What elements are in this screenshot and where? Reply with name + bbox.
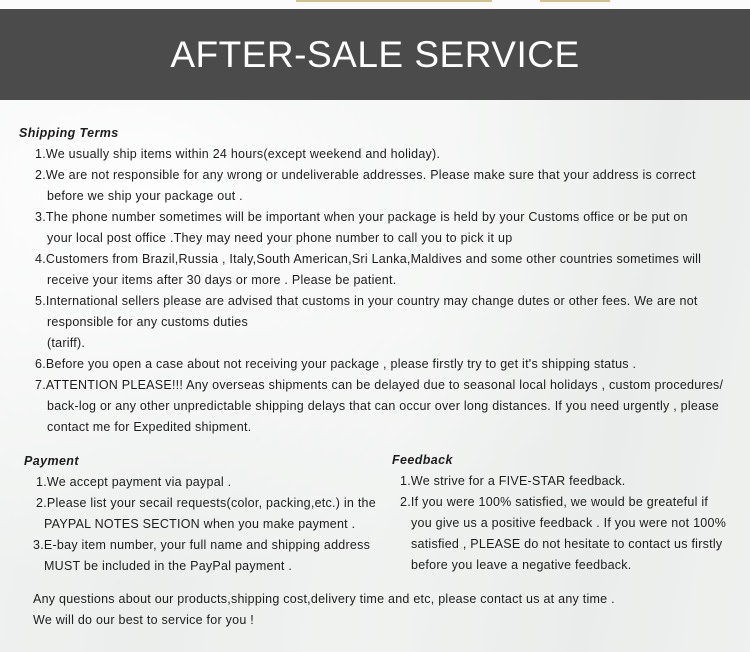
shipping-line: receive your items after 30 days or more . Please be patient. (47, 273, 397, 287)
feedback-line: you give us a positive feedback . If you were not 100% (411, 516, 727, 530)
payment-line: MUST be included in the PayPal payment . (44, 559, 293, 573)
closing-line: We will do our best to service for you ! (33, 613, 254, 627)
top-strip-gold-accent (296, 0, 492, 2)
payment-line: 1.We accept payment via paypal . (36, 475, 232, 489)
shipping-line: (tariff). (47, 336, 86, 350)
page-title: AFTER-SALE SERVICE (170, 34, 580, 75)
feedback-line: 1.We strive for a FIVE-STAR feedback. (400, 474, 626, 488)
feedback-line: before you leave a negative feedback. (411, 558, 632, 572)
payment-line: 3.E-bay item number, your full name and shipping address (33, 538, 371, 552)
closing-line: Any questions about our products,shipping cost,delivery time and etc, please contact us at any time . (33, 592, 615, 606)
payment-heading: Payment (24, 454, 79, 468)
shipping-heading: Shipping Terms (19, 126, 119, 140)
shipping-line: back-log or any other unpredictable shipping delays that can occur over long distances. If you need urgently , please (47, 399, 720, 413)
shipping-line: your local post office .They may need your phone number to call you to pick it up (47, 231, 513, 245)
shipping-line: 4.Customers from Brazil,Russia , Italy,South American,Sri Lanka,Maldives and some other countries sometimes will (35, 252, 702, 266)
payment-line: 2.Please list your secail requests(color, packing,etc.) in the (36, 496, 376, 510)
feedback-line: satisfied , PLEASE do not hesitate to contact us firstly (411, 537, 723, 551)
shipping-line: 3.The phone number sometimes will be important when your package is held by your Customs office or be put on (35, 210, 688, 224)
shipping-line: contact me for Expedited shipment. (47, 420, 252, 434)
feedback-line: 2.If you were 100% satisfied, we would be greateful if (400, 495, 709, 509)
shipping-line: before we ship your package out . (47, 189, 243, 203)
feedback-heading: Feedback (392, 453, 453, 467)
top-strip-gold-accent (540, 0, 610, 2)
shipping-line: responsible for any customs duties (47, 315, 248, 329)
shipping-line: 2.We are not responsible for any wrong or undeliverable addresses. Please make sure that your address is correct (35, 168, 696, 182)
shipping-line: 7.ATTENTION PLEASE!!! Any overseas shipments can be delayed due to seasonal local holidays , custom procedures/ (35, 378, 724, 392)
payment-line: PAYPAL NOTES SECTION when you make payment . (44, 517, 356, 531)
top-strip (0, 0, 750, 9)
title-banner (0, 9, 750, 100)
shipping-line: 6.Before you open a case about not receiving your package , please firstly try to get it's shipping status . (35, 357, 637, 371)
shipping-line: 5.International sellers please are advised that customs in your country may change dutes or other fees. We are not (35, 294, 698, 308)
shipping-line: 1.We usually ship items within 24 hours(except weekend and holiday). (35, 147, 441, 161)
